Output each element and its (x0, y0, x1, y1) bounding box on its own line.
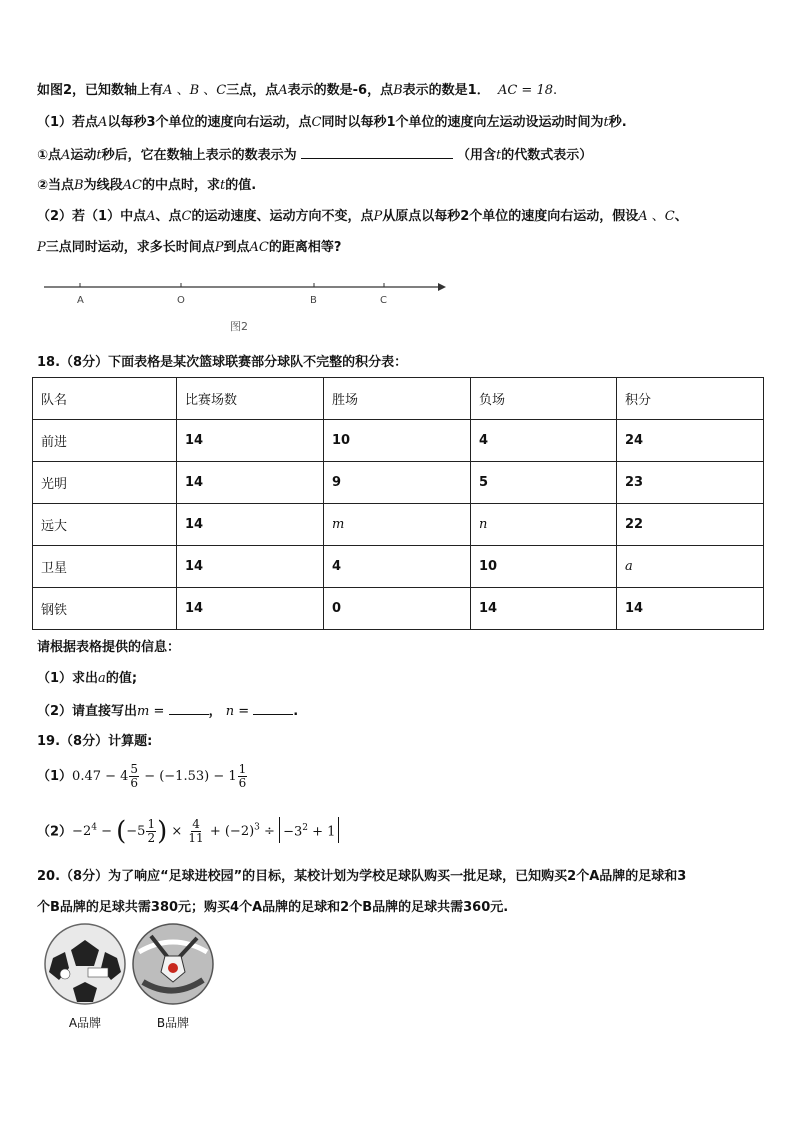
cell-variable-n: n (471, 504, 617, 546)
team-name: 卫星 (33, 546, 177, 588)
q17-part2-line2: P三点同时运动，求多长时间点P到点AC的距离相等? (37, 240, 342, 255)
m-answer-blank[interactable] (169, 702, 209, 715)
caption-a: A品牌 (68, 1016, 102, 1030)
number-line-figure (40, 276, 450, 338)
table-row (33, 588, 764, 630)
ac-equation: AC = 18 (497, 83, 554, 98)
cell: 5 (471, 462, 617, 504)
n-answer-blank[interactable] (253, 702, 293, 715)
q18-prompt: 请根据表格提供的信息： (37, 640, 181, 655)
q17-intro: 如图2，已知数轴上有A 、B 、C三点，点A表示的数是-6，点B表示的数是1． AC = 18. (37, 83, 558, 98)
cell: 14 (177, 546, 324, 588)
cell: 14 (177, 462, 324, 504)
table-row (33, 504, 764, 546)
q19-expression-1: （1）0.47 − 4 $\frac{5}{6}$ − (−1.53) − 1 $\frac{1}{6}$ (37, 762, 247, 790)
label-C: C (380, 295, 387, 306)
soccer-ball-b-icon (131, 922, 215, 1006)
cell-variable-m: m (324, 504, 471, 546)
team-name: 远大 (33, 504, 177, 546)
cell: 23 (617, 462, 764, 504)
cell: 10 (471, 546, 617, 588)
q17-part1: （1）若点A以每秒3个单位的速度向右运动，点C同时以每秒1个单位的速度向左运动设运动时间为t秒. (37, 115, 627, 130)
q17-sub2: ②当点B为线段AC的中点时，求t的值. (37, 178, 257, 193)
cell: 4 (324, 546, 471, 588)
header-cell: 胜场 (324, 378, 471, 420)
team-name: 光明 (33, 462, 177, 504)
q17-part2-line1: （2）若（1）中点A、点C的运动速度、运动方向不变，点P从原点以每秒2个单位的速度向右运动，假设A 、C、 (37, 209, 688, 224)
cell: 9 (324, 462, 471, 504)
q18-sub2: （2）请直接写出m = ， n = . (37, 704, 299, 719)
label-A: A (77, 295, 84, 306)
cell: 4 (471, 420, 617, 462)
cell: 14 (177, 420, 324, 462)
table-row (33, 462, 764, 504)
team-name: 钢铁 (33, 588, 177, 630)
answer-blank[interactable] (301, 146, 453, 159)
header-cell: 队名 (33, 378, 177, 420)
label-B: B (310, 295, 317, 306)
cell: 14 (471, 588, 617, 630)
q19-expression-2: $(2)-2^4 - (-5$ $\frac{1}{2}$ ) × $\frac{4}{11}$ + $(-2)^3 \div -3^2 + 1$ (37, 808, 339, 852)
cell: 0 (324, 588, 471, 630)
header-cell: 负场 (471, 378, 617, 420)
label-O: O (177, 295, 185, 306)
cell: 14 (617, 588, 764, 630)
header-cell: 积分 (617, 378, 764, 420)
ball-b-figure (128, 922, 218, 1031)
table-row (33, 546, 764, 588)
caption-b: B品牌 (156, 1016, 190, 1030)
cell-variable-a: a (617, 546, 764, 588)
q18-sub1: （1）求出a的值; (37, 671, 138, 686)
arrow-head-icon (438, 283, 446, 291)
q17-sub1: ①点A运动t秒后，它在数轴上表示的数表示为 （用含t的代数式表示） (37, 148, 593, 163)
table-row (33, 420, 764, 462)
cell: 14 (177, 588, 324, 630)
cell: 24 (617, 420, 764, 462)
table-header-row (33, 378, 764, 420)
q20-line1: 20.（8分）为了响应“足球进校园”的目标，某校计划为学校足球队购买一批足球，已知购买2个A品牌的足球和3 (37, 869, 687, 884)
cell: 14 (177, 504, 324, 546)
header-cell: 比赛场数 (177, 378, 324, 420)
score-table (32, 377, 764, 630)
ball-a-figure (40, 922, 130, 1031)
q18-heading: 18.（8分）下面表格是某次篮球联赛部分球队不完整的积分表： (37, 355, 408, 370)
team-name: 前进 (33, 420, 177, 462)
figure-caption: 图2 (230, 320, 248, 333)
cell: 22 (617, 504, 764, 546)
q20-line2: 个B品牌的足球共需380元；购买4个A品牌的足球和2个B品牌的足球共需360元. (37, 900, 509, 915)
q19-heading: 19.（8分）计算题: (37, 734, 153, 749)
soccer-ball-a-icon (43, 922, 127, 1006)
cell: 10 (324, 420, 471, 462)
